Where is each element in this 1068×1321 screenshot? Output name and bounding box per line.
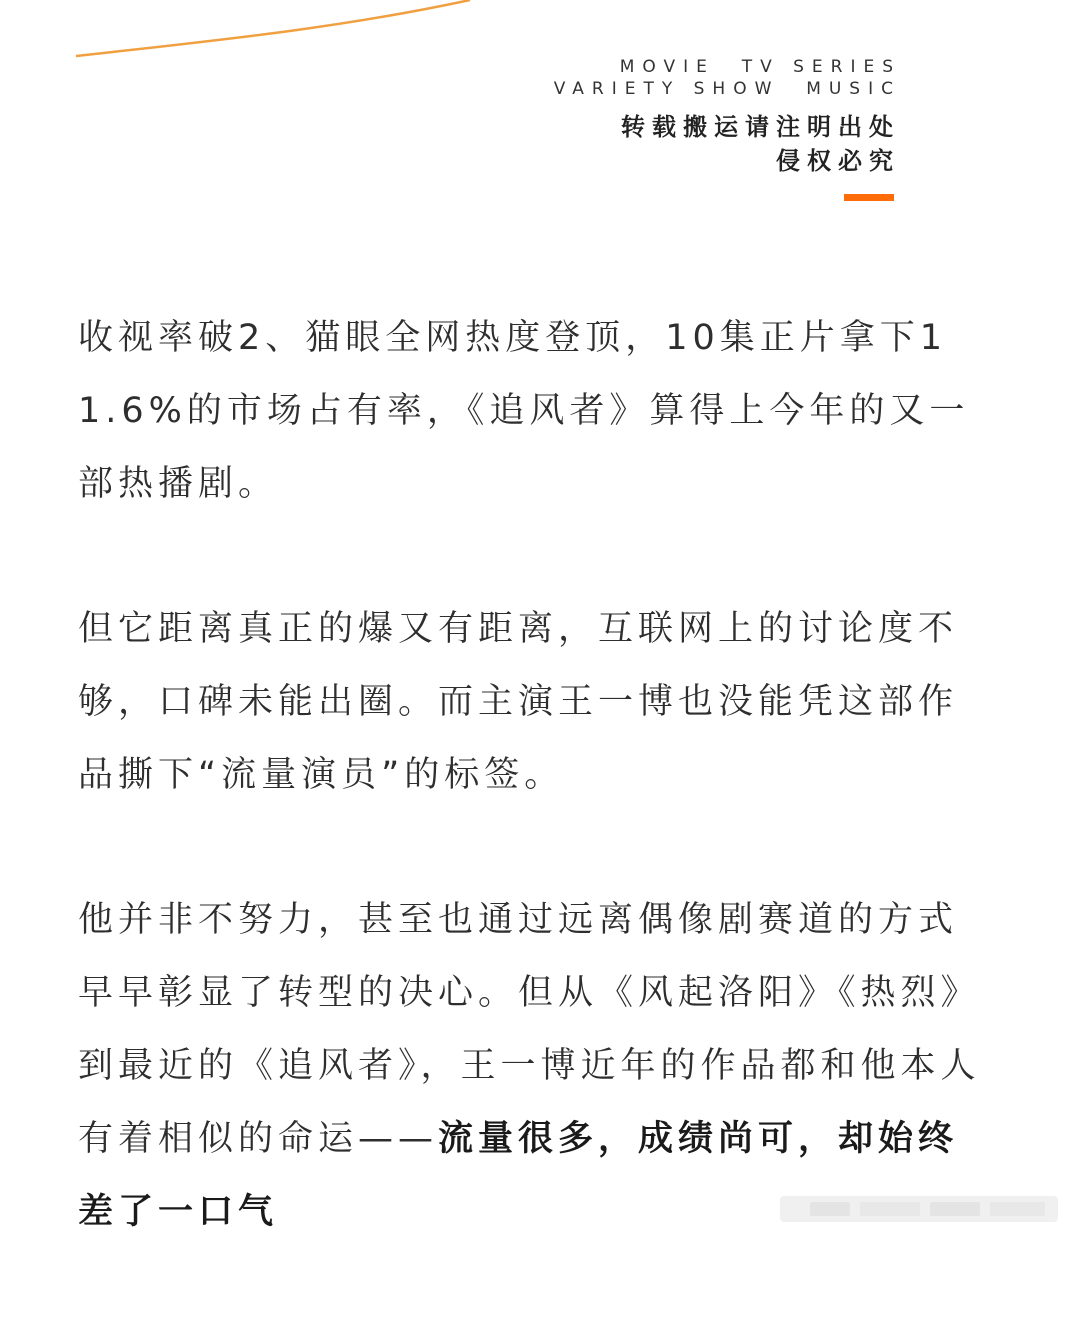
decorative-curve-line [0, 0, 480, 70]
copyright-notice-2: 侵权必究 [776, 147, 900, 175]
paragraph-1: 收视率破2、猫眼全网热度登顶，10集正片拿下11.6%的市场占有率，《追风者》算得上今年的又一部热播剧。 [78, 318, 970, 504]
category-line-1: MOVIE TV SERIES [619, 57, 901, 77]
paragraph-3-emphasis: 流量很多，成绩尚可，却始终差了一口气 [78, 1119, 959, 1232]
paragraph-3-text: 他并非不努力，甚至也通过远离偶像剧赛道的方式早早彰显了转型的决心。但从《风起洛阳》《热烈》到最近的《追风者》，王一博近年的作品都和他本人有着相似的命运—— [78, 900, 981, 1159]
accent-bar [844, 194, 894, 201]
copyright-notice-1: 转载搬运请注明出处 [621, 113, 900, 141]
article-body [78, 302, 990, 1321]
paragraph-2: 但它距离真正的爆又有距离，互联网上的讨论度不够，口碑未能出圈。而主演王一博也没能凭这部作品撕下“流量演员”的标签。 [78, 609, 959, 795]
category-line-2: VARIETY SHOW MUSIC [553, 79, 901, 99]
watermark-blur [780, 1188, 1060, 1228]
header-block [553, 56, 901, 178]
